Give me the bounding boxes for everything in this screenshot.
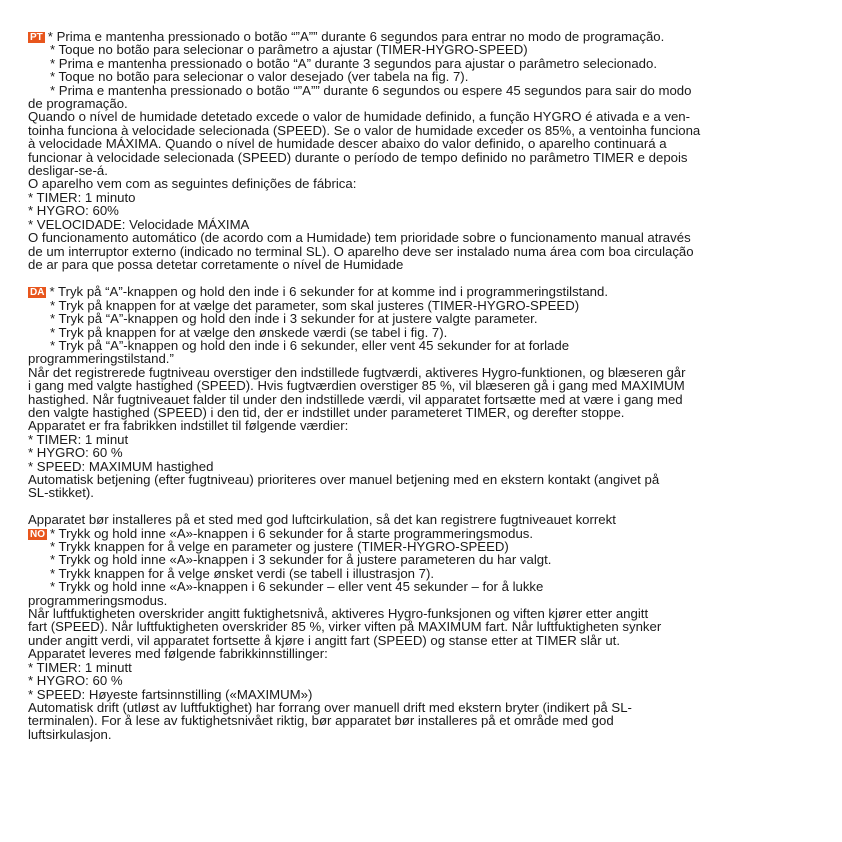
text-line: Quando o nível de humidade detetado excede o valor de humidade definido, a função HYGRO é ativada e a ven- <box>28 109 691 125</box>
text-line: * TIMER: 1 minut <box>28 431 129 447</box>
text-line: * HYGRO: 60% <box>28 203 119 219</box>
text-line: * Tryk på knappen for at vælge den ønskede værdi (se tabel i fig. 7). <box>50 324 448 340</box>
text-line: desligar-se-á. <box>28 163 108 179</box>
text-line: de programação. <box>28 96 128 112</box>
text-line: * TIMER: 1 minutt <box>28 659 132 675</box>
text-line: * Trykk og hold inne «A»-knappen i 6 sekunder – eller vent 45 sekunder – for å lukke <box>50 579 544 595</box>
text-line: * Tryk på “A”-knappen og hold den inde i 3 sekunder for at justere valgte parameter. <box>50 311 538 327</box>
text-line: NO * Trykk og hold inne «A»-knappen i 6 sekunder for å starte programmeringsmodus. <box>30 525 534 541</box>
section-no <box>28 527 818 742</box>
text-line: * SPEED: Høyeste fartsinnstilling («MAXIMUM») <box>28 686 313 702</box>
text-line: Når luftfuktigheten overskrider angitt fuktighetsnivå, aktiveres Hygro-funksjonen og viften kjører etter angitt <box>28 606 649 622</box>
text-line: programmeringsmodus. <box>28 592 168 608</box>
text-line: * Tryk på “A”-knappen og hold den inde i 6 sekunder, eller vent 45 sekunder for at forlade <box>50 337 570 353</box>
text-line: i gang med valgte hastighed (SPEED). Hvis fugtværdien overstiger 85 %, vil blæseren gå i gang med MAXIMUM <box>28 378 685 394</box>
section-spacer <box>28 271 818 285</box>
text-line: Automatisk betjening (efter fugtniveau) prioriteres over manuel betjening med en ekstern kontakt (angivet på <box>28 472 660 487</box>
text-line: * Toque no botão para selecionar o valor desejado (ver tabela na fig. 7). <box>50 69 469 85</box>
text-line: * Tryk på knappen for at vælge det parameter, som skal justeres (TIMER-HYGRO-SPEED) <box>50 297 580 313</box>
text-line: programmeringstilstand.” <box>28 351 174 367</box>
text-line: funcionar à velocidade selecionada (SPEED) durante o período de tempo definido no parâmetro TIMER e depois <box>28 149 688 165</box>
text-line: O funcionamento automático (de acordo com a Humidade) tem prioridade sobre o funcionamento manual através <box>28 230 691 246</box>
text-line: under angitt verdi, vil apparatet fortsette å kjøre i angitt fart (SPEED) og stanse etter at TIMER slår ut. <box>28 632 620 648</box>
text-line: * Prima e mantenha pressionado o botão “”A”” durante 6 segundos ou espere 45 segundos para sair do modo <box>50 82 692 98</box>
text-line: * SPEED: MAXIMUM hastighed <box>28 458 214 474</box>
text-line: * TIMER: 1 minuto <box>28 189 136 205</box>
text-line: terminalen). For å lese av fuktighetsnivået riktig, bør apparatet bør installeres på et område med god <box>28 713 614 729</box>
text-line: de um interruptor externo (indicado no terminal SL). O aparelho deve ser instalado numa área com boa circulação <box>28 243 694 259</box>
text-line: toinha funciona à velocidade selecionada (SPEED). Se o valor de humidade exceder os 85%, a ventoinha funciona <box>28 122 701 138</box>
text-line: SL-stikket). <box>28 485 94 501</box>
text-line: PT * Prima e mantenha pressionado o botão “”A”” durante 6 segundos para entrar no modo de programação. <box>30 29 665 44</box>
text-line: * HYGRO: 60 % <box>28 445 123 461</box>
text-line: luftsirkulasjon. <box>28 726 112 742</box>
text-line: * Prima e mantenha pressionado o botão “A” durante 3 segundos para ajustar o parâmetro selecionado. <box>50 55 657 71</box>
text-line: Apparatet leveres med følgende fabrikkinnstillinger: <box>28 646 328 662</box>
text-line: Apparatet bør installeres på et sted med god luftcirkulation, så det kan registrere fugtniveauet korrekt <box>28 512 616 528</box>
text-line: DA * Tryk på “A”-knappen og hold den inde i 6 sekunder for at komme ind i programmeringstilstand. <box>30 284 609 300</box>
document-page <box>28 30 818 741</box>
text-line: hastighed. Når fugtniveauet falder til under den indstillede værdi, vil apparatet fortsætte med at være i gang med <box>28 391 683 407</box>
text-line: fart (SPEED). Når luftfuktigheten overskrider 85 %, virker viften på MAXIMUM fart. Når luftfuktigheten synker <box>28 619 662 635</box>
language-badge: PT <box>30 32 43 43</box>
text-line: * Trykk og hold inne «A»-knappen i 3 sekunder for å justere parameteren du har valgt. <box>50 552 552 568</box>
text-line: Apparatet er fra fabrikken indstillet til følgende værdier: <box>28 418 349 434</box>
section-da <box>28 285 818 526</box>
text-line: * HYGRO: 60 % <box>28 673 123 689</box>
text-line: * Toque no botão para selecionar o parâmetro a ajustar (TIMER-HYGRO-SPEED) <box>50 42 528 58</box>
text-line: * VELOCIDADE: Velocidade MÁXIMA <box>28 216 250 232</box>
text-line: * Trykk knappen for å velge en parameter og justere (TIMER-HYGRO-SPEED) <box>50 539 509 555</box>
text-line <box>28 500 818 513</box>
text-line: den valgte hastighed (SPEED) i den tid, der er indstillet under parameteret TIMER, og derefter stoppe. <box>28 404 625 420</box>
language-badge: DA <box>30 287 45 299</box>
text-line: Når det registrerede fugtniveau overstiger den indstillede fugtværdi, aktiveres Hygro-funktionen, og blæseren går <box>28 364 686 380</box>
text-line: O aparelho vem com as seguintes definições de fábrica: <box>28 176 357 192</box>
language-badge: NO <box>30 528 45 540</box>
section-pt <box>28 30 818 271</box>
text-line: à velocidade MÁXIMA. Quando o nível de humidade descer abaixo do valor definido, o aparelho continuará a <box>28 136 667 152</box>
text-line: * Trykk knappen for å velge ønsket verdi (se tabell i illustrasjon 7). <box>50 565 435 581</box>
text-line: Automatisk drift (utløst av luftfuktighet) har forrang over manuell drift med ekstern bryter (indikert på SL- <box>28 699 632 715</box>
text-line: de ar para que possa detetar corretamente o nível de Humidade <box>28 256 404 272</box>
